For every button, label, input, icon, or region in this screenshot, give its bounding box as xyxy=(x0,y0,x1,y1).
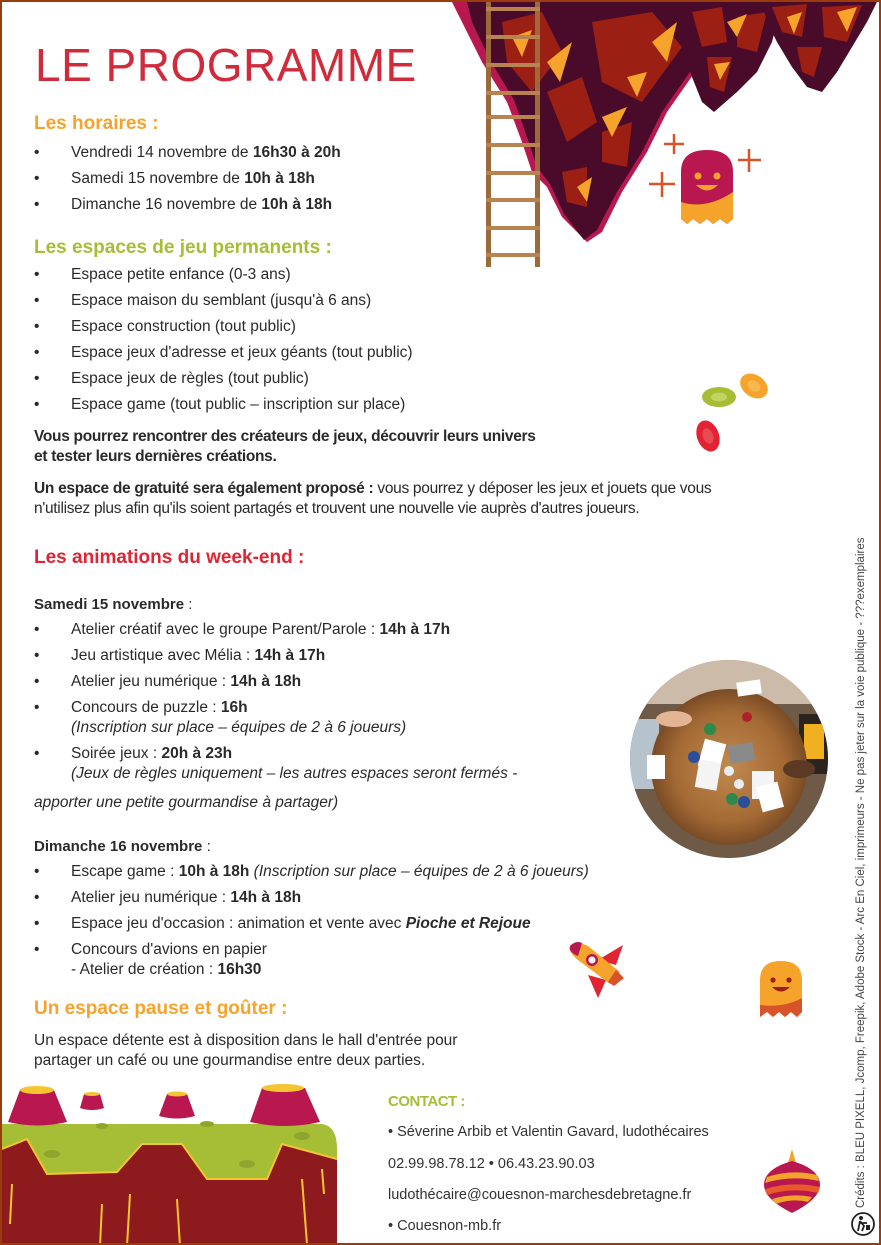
partner-name: Pioche et Rejoue xyxy=(405,915,531,932)
gratuite-text xyxy=(34,479,844,519)
list-item xyxy=(34,911,674,937)
card-game-photo xyxy=(629,659,829,859)
list-item xyxy=(34,885,674,911)
gratuite-text2: n'utilisez plus afin qu'ils soient partagés et trouvent une nouvelle vie auprès d'autres joueurs. xyxy=(34,500,640,517)
activity-label: Concours d'avions en papier xyxy=(71,941,267,958)
pause-section xyxy=(34,998,594,1071)
horaire-day: Samedi 15 novembre de xyxy=(71,170,245,187)
bullet: • xyxy=(34,745,40,762)
list-item xyxy=(34,166,554,192)
samedi-label xyxy=(34,596,624,613)
pause-line2: partager un café ou une gourmandise entre deux parties. xyxy=(34,1052,426,1069)
list-item xyxy=(34,617,624,643)
espace-label: Espace jeux de règles (tout public) xyxy=(71,370,309,387)
list-item xyxy=(34,192,554,218)
list-item xyxy=(34,859,674,885)
volcano-island-illustration xyxy=(2,1084,338,1245)
bullet: • xyxy=(34,621,40,638)
list-item xyxy=(34,695,624,741)
horaire-day: Dimanche 16 novembre de xyxy=(71,196,262,213)
activity-time: 14h à 17h xyxy=(379,621,451,638)
contact-email[interactable]: ludothécaire@couesnon-marchesdebretagne.fr xyxy=(388,1187,692,1203)
ghost-orange-illustration xyxy=(759,960,803,1018)
gratuite-bold: Un espace de gratuité sera également proposé : xyxy=(34,480,374,497)
list-item xyxy=(34,262,594,288)
list-item xyxy=(34,669,624,695)
activity-sub: - Atelier de création : xyxy=(71,961,218,978)
list-item xyxy=(34,643,624,669)
espaces-heading: Les espaces de jeu permanents : xyxy=(34,237,332,258)
list-item xyxy=(34,741,624,787)
activity-note: (Jeux de règles uniquement – les autres espaces seront fermés - xyxy=(71,765,518,782)
list-item xyxy=(34,314,594,340)
createurs-text xyxy=(34,427,654,467)
activity-time: 20h à 23h xyxy=(161,745,233,762)
contact-names: • Séverine Arbib et Valentin Gavard, ludothécaires xyxy=(388,1124,709,1140)
espaces-list xyxy=(34,262,594,418)
bullet: • xyxy=(34,396,40,413)
activity-label: Espace jeu d'occasion : animation et vente avec xyxy=(71,915,406,932)
gratuite-text1: vous pourrez y déposer les jeux et jouets que vous xyxy=(373,480,712,497)
createurs-paragraph xyxy=(34,427,654,467)
pause-text xyxy=(34,1031,594,1071)
activity-time: 14h à 18h xyxy=(230,673,302,690)
spinning-top-illustration xyxy=(762,1147,822,1217)
espace-label: Espace jeux d'adresse et jeux géants (tout public) xyxy=(71,344,413,361)
espace-label: Espace petite enfance (0-3 ans) xyxy=(71,266,291,283)
samedi-list xyxy=(34,617,624,787)
activity-time: 16h xyxy=(220,699,248,716)
bullet: • xyxy=(34,647,40,664)
gratuite-paragraph xyxy=(34,479,844,519)
bullet: • xyxy=(34,941,40,958)
activity-time: 14h à 18h xyxy=(230,889,302,906)
credits-container xyxy=(850,537,872,1208)
list-item xyxy=(34,366,594,392)
espaces-section xyxy=(34,237,594,418)
dimanche-day: Dimanche 16 novembre xyxy=(34,838,203,855)
contact-heading: CONTACT : xyxy=(388,1093,465,1110)
poker-chips-illustration xyxy=(692,364,774,456)
activity-label: Jeu artistique avec Mélia : xyxy=(71,647,255,664)
horaire-time: 10h à 18h xyxy=(261,196,333,213)
bullet: • xyxy=(34,370,40,387)
activity-label: Atelier créatif avec le groupe Parent/Parole : xyxy=(71,621,380,638)
contact-website[interactable]: • Couesnon-mb.fr xyxy=(388,1218,502,1234)
credits-text: Crédits : BLEU PIXELL, Jcomp, Freepik, Adobe Stock - Arc En Ciel, imprimeurs - Ne pas jeter sur la voie publique - ???exemplaires xyxy=(855,537,867,1208)
horaires-heading: Les horaires : xyxy=(34,113,159,134)
bullet: • xyxy=(34,170,40,187)
activity-time: 10h à 18h xyxy=(178,863,250,880)
createurs-line2: et tester leurs dernières créations. xyxy=(34,448,277,465)
bullet: • xyxy=(34,144,40,161)
bullet: • xyxy=(34,196,40,213)
espace-label: Espace game (tout public – inscription sur place) xyxy=(71,396,406,413)
bullet: • xyxy=(34,344,40,361)
activity-label: Concours de puzzle : xyxy=(71,699,221,716)
espace-label: Espace maison du semblant (jusqu'à 6 ans) xyxy=(71,292,372,309)
activity-label: Atelier jeu numérique : xyxy=(71,673,231,690)
list-item xyxy=(34,288,594,314)
samedi-colon: : xyxy=(184,596,193,613)
samedi-section xyxy=(34,596,624,813)
bullet: • xyxy=(34,889,40,906)
contact-phones[interactable]: 02.99.98.78.12 • 06.43.23.90.03 xyxy=(388,1156,595,1172)
horaires-section xyxy=(34,113,554,218)
bullet: • xyxy=(34,863,40,880)
list-item xyxy=(34,140,554,166)
bullet: • xyxy=(34,292,40,309)
activity-time: 14h à 17h xyxy=(254,647,326,664)
bullet: • xyxy=(34,266,40,283)
rocket-illustration xyxy=(568,940,636,1002)
activity-label: Escape game : xyxy=(71,863,179,880)
bullet: • xyxy=(34,673,40,690)
horaire-time: 16h30 à 20h xyxy=(252,144,341,161)
bullet: • xyxy=(34,699,40,716)
pause-line1: Un espace détente est à disposition dans le hall d'entrée pour xyxy=(34,1032,458,1049)
activity-label: Soirée jeux : xyxy=(71,745,162,762)
activity-time: 16h30 xyxy=(217,961,262,978)
activity-note-continued: apporter une petite gourmandise à partager) xyxy=(34,794,339,811)
activity-label: Atelier jeu numérique : xyxy=(71,889,231,906)
activity-note: (Inscription sur place – équipes de 2 à 6 joueurs) xyxy=(249,863,589,880)
list-item xyxy=(34,392,594,418)
horaires-list xyxy=(34,140,554,218)
dimanche-colon: : xyxy=(202,838,211,855)
page-title: LE PROGRAMME xyxy=(35,39,417,91)
samedi-day: Samedi 15 novembre xyxy=(34,596,185,613)
bullet: • xyxy=(34,318,40,335)
activity-note: (Inscription sur place – équipes de 2 à 6 joueurs) xyxy=(71,719,407,736)
tidyman-recycle-icon xyxy=(850,1211,876,1237)
createurs-line1: Vous pourrez rencontrer des créateurs de jeux, découvrir leurs univers xyxy=(34,428,536,445)
animations-heading: Les animations du week-end : xyxy=(34,547,305,568)
ghost-pink-illustration xyxy=(646,132,766,227)
espace-label: Espace construction (tout public) xyxy=(71,318,296,335)
dimanche-label xyxy=(34,838,674,855)
pause-heading: Un espace pause et goûter : xyxy=(34,998,288,1019)
horaire-time: 10h à 18h xyxy=(244,170,315,187)
list-item xyxy=(34,340,594,366)
horaire-day: Vendredi 14 novembre de xyxy=(71,144,253,161)
bullet: • xyxy=(34,915,40,932)
